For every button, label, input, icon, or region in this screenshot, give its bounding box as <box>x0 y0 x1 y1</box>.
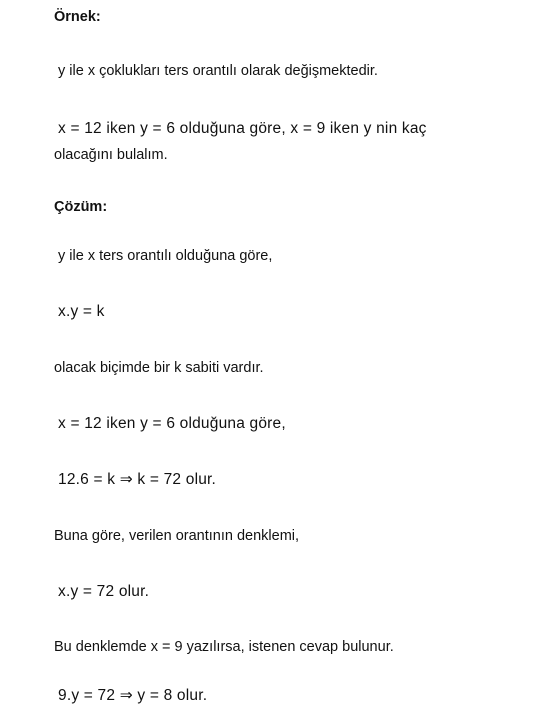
solution-equation-k: x.y = k <box>58 303 105 320</box>
solution-step-5: Bu denklemde x = 9 yazılırsa, istenen cevap bulunur. <box>54 639 394 655</box>
solution-answer: 9.y = 72 ⇒ y = 8 olur. <box>58 687 208 704</box>
example-question-line2: olacağını bulalım. <box>54 147 168 163</box>
solution-equation-final: x.y = 72 olur. <box>58 583 150 600</box>
solution-step-4: Buna göre, verilen orantının denklemi, <box>54 528 300 544</box>
solution-step-1: y ile x ters orantılı olduğuna göre, <box>58 248 273 264</box>
example-statement: y ile x çoklukları ters orantılı olarak değişmektedir. <box>58 63 378 79</box>
example-question-line1: x = 12 iken y = 6 olduğuna göre, x = 9 iken y nin kaç <box>58 120 427 137</box>
solution-heading: Çözüm: <box>54 199 108 215</box>
solution-step-2: olacak biçimde bir k sabiti vardır. <box>54 360 264 376</box>
solution-step-3: x = 12 iken y = 6 olduğuna göre, <box>58 415 286 432</box>
example-heading: Örnek: <box>54 9 101 25</box>
solution-equation-72: 12.6 = k ⇒ k = 72 olur. <box>58 471 217 488</box>
